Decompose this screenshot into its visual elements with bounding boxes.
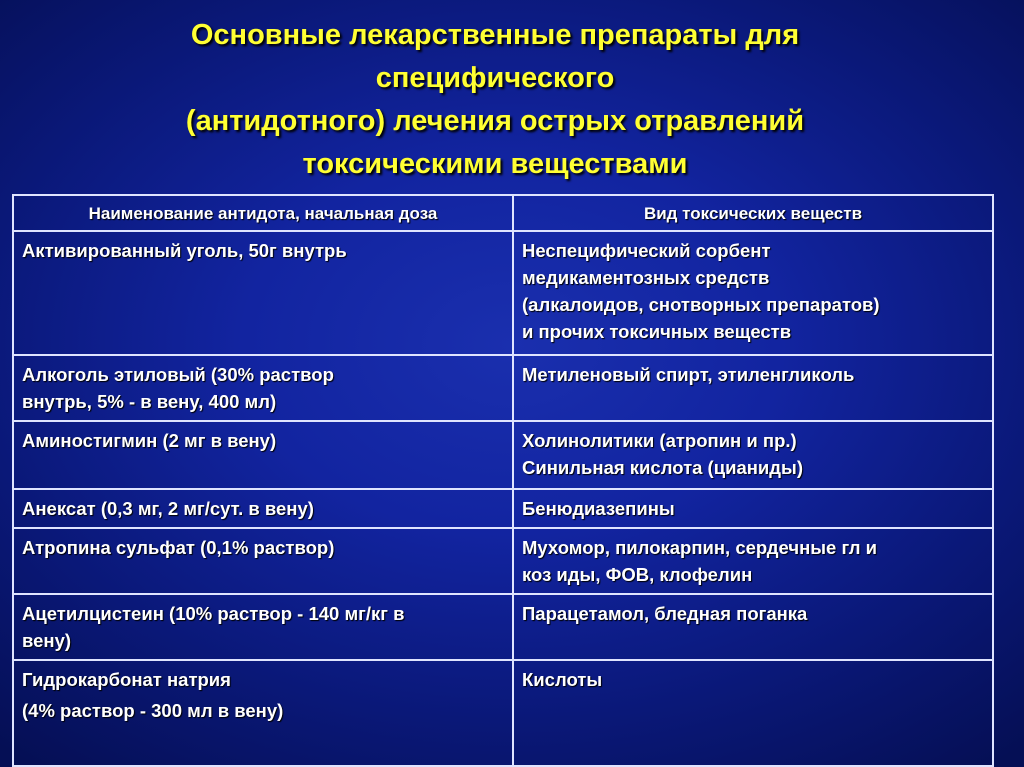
cell-line: (4% раствор - 300 мл в вену) <box>22 700 284 721</box>
antidote-cell <box>13 660 513 766</box>
cell-line: Метиленовый спирт, этиленгликоль <box>522 364 855 385</box>
toxins-cell <box>513 355 993 421</box>
cell-line: Неспецифический сорбент <box>522 240 771 261</box>
table-row <box>13 231 993 355</box>
table-row <box>13 355 993 421</box>
cell-line: Алкоголь этиловый (30% раствор <box>22 364 334 385</box>
cell-line: и прочих токсичных веществ <box>522 321 792 342</box>
toxins-cell <box>513 489 993 528</box>
title-line: специфического <box>375 62 615 94</box>
cell-line: Ацетилцистеин (10% раствор - 140 мг/кг в <box>22 603 405 624</box>
title-line: (антидотного) лечения острых отравлений <box>185 105 805 137</box>
cell-line: Кислоты <box>522 669 603 690</box>
cell-line: Мухомор, пилокарпин, сердечные гл и <box>522 537 877 558</box>
cell-line: внутрь, 5% - в вену, 400 мл) <box>22 391 277 412</box>
cell-line: Бенюдиазепины <box>522 498 675 519</box>
table-row <box>13 489 993 528</box>
title-line: токсическими веществами <box>302 148 688 180</box>
table-row <box>13 594 993 660</box>
cell-line: Анексат (0,3 мг, 2 мг/сут. в вену) <box>22 498 314 519</box>
cell-line: Гидрокарбонат натрия <box>22 669 231 690</box>
toxins-cell <box>513 421 993 489</box>
cell-line: Аминостигмин (2 мг в вену) <box>22 430 277 451</box>
antidote-cell <box>13 355 513 421</box>
toxins-cell <box>513 660 993 766</box>
header-antidote: Наименование антидота, начальная доза <box>13 195 513 231</box>
title-line: Основные лекарственные препараты для <box>190 19 800 51</box>
antidote-cell <box>13 528 513 594</box>
toxins-cell <box>513 231 993 355</box>
antidote-table <box>12 194 994 767</box>
toxins-cell <box>513 528 993 594</box>
cell-line: Атропина сульфат (0,1% раствор) <box>22 537 335 558</box>
header-toxins: Вид токсических веществ <box>513 195 993 231</box>
cell-line: Холинолитики (атропин и пр.) <box>522 430 797 451</box>
cell-line: вену) <box>22 630 72 651</box>
cell-line: (алкалоидов, снотворных препаратов) <box>522 294 880 315</box>
cell-line: медикаментозных средств <box>522 267 770 288</box>
cell-line: Парацетамол, бледная поганка <box>522 603 808 624</box>
table-row <box>13 528 993 594</box>
antidote-cell <box>13 421 513 489</box>
cell-line: коз иды, ФОВ, клофелин <box>522 564 753 585</box>
toxins-cell <box>513 594 993 660</box>
table-row <box>13 660 993 766</box>
slide-title <box>0 14 990 186</box>
antidote-cell <box>13 231 513 355</box>
antidote-cell <box>13 594 513 660</box>
table-row <box>13 421 993 489</box>
antidote-cell <box>13 489 513 528</box>
table-header-row <box>13 195 993 231</box>
cell-line: Активированный уголь, 50г внутрь <box>22 240 347 261</box>
cell-line: Синильная кислота (цианиды) <box>522 457 804 478</box>
